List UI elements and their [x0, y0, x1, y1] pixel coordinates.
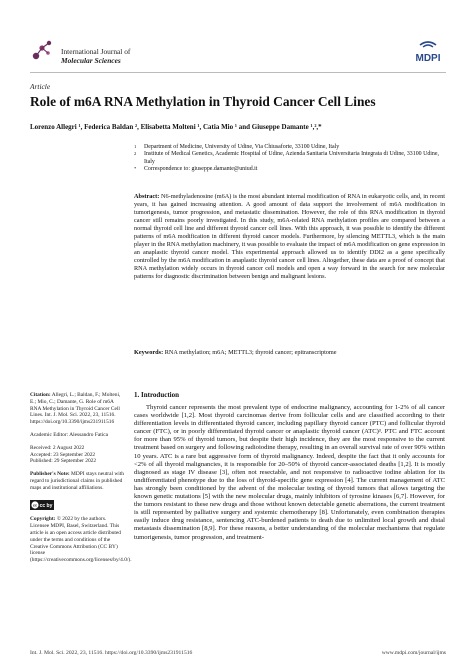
footer-journal-url: www.mdpi.com/journal/ijms	[381, 650, 446, 656]
citation-text: Allegri, L.; Baldan, F.; Molteni, E.; Mio, C.; Damante, G. Role of m6A RNA Methylation in Thyroid Cancer Cell Lines. Int. J. Mol. Sci. 2022, 23, 11516. https://doi.org/10.3390/ijms231911516	[30, 392, 121, 426]
keywords	[134, 349, 445, 357]
date-published: Published: 29 September 2022	[30, 458, 97, 465]
sidebar	[30, 392, 132, 570]
date-accepted: Accepted: 23 September 2022	[30, 451, 96, 458]
affiliation-1-mark: 1	[134, 144, 137, 149]
footer-citation: Int. J. Mol. Sci. 2022, 23, 11516. https://doi.org/10.3390/ijms231911516	[30, 650, 193, 656]
copyright-text: © 2022 by the authors. Licensee MDPI, Basel, Switzerland. This article is an open access article distributed under the terms and conditions of the Creative Commons Attribution (CC BY) license (https://creativecommons.org/licenses/by/4.0/).	[30, 516, 132, 564]
mdpi-logo-text: MDPI	[415, 53, 441, 64]
publisher-note	[30, 471, 125, 491]
correspondence	[134, 166, 444, 173]
date-received: Received: 2 August 2022	[30, 444, 85, 451]
correspondence-mark: *	[134, 166, 137, 172]
affiliation-2	[134, 151, 444, 166]
article-title: Role of m6A RNA Methylation in Thyroid Cancer Cell Lines	[30, 94, 376, 109]
journal-name	[61, 47, 130, 65]
license-badge-text: cc by	[39, 502, 53, 509]
publisher-note-text: MDPI stays neutral with regard to jurisdictional claims in published maps and institutional affiliations.	[30, 471, 124, 491]
article-type: Article	[30, 82, 51, 91]
affiliation-1-text: Department of Medicine, University of Udine, Via Chiusaforte, 33100 Udine, Italy	[144, 144, 340, 150]
cc-by-license-icon	[30, 500, 54, 510]
mdpi-logo	[410, 40, 446, 65]
affiliation-2-text: Institute of Medical Genetics, Academic Hospital of Udine, Azienda Sanitaria Universitaria Integrata di Udine, 33100 Udine, Italy	[144, 151, 439, 165]
citation	[30, 392, 125, 426]
section-heading-introduction: 1. Introduction	[134, 391, 179, 399]
publisher-note-label: Publisher's Note:	[30, 471, 70, 478]
academic-editor: Academic Editor: Alessandro Fatica	[30, 431, 108, 438]
citation-label: Citation:	[30, 392, 51, 398]
introduction-body	[134, 404, 445, 542]
abstract-label: Abstract:	[134, 193, 160, 200]
affiliation-2-mark: 2	[134, 151, 137, 157]
abstract-text: N6-methyladenosine (m6A) is the most abundant internal modification of RNA in eukaryotic cells, and, in recent years, it has gained increasing attention. A good amount of data support the involvement of m6A modification in tumorigenesis, tumor progression, and metastatic dissemination. However, the role of this RNA modification in thyroid cancer still remains poorly investigated. In this study, m6A-related RNA methylation profiles are compared between a normal thyroid cell line and different thyroid cancer cell lines. With this approach, it was possible to identify the different patterns of m6A modification in different thyroid cancer models. Furthermore, by silencing METTL3, which is the main player in the RNA methylation machinery, it was possible to evaluate the impact of m6A modification on gene expression in an anaplastic thyroid cancer model. This experimental approach allowed us to identify DDI2 as a gene specifically controlled by the m6A modification in anaplastic thyroid cancer cell lines. Altogether, these data are a proof of concept that RNA methylation widely occurs in thyroid cancer cell models and open a way forward in the search for new molecular patterns for diagnostic discrimination between benign and malignant lesions.	[134, 193, 445, 281]
copyright	[30, 516, 132, 564]
journal-name-line2: Molecular Sciences	[61, 56, 121, 65]
svg-text:cc: cc	[33, 503, 37, 508]
keywords-text: RNA methylation; m6A; METTL3; thyroid cancer; epitranscriptome	[164, 349, 337, 356]
affiliations	[134, 144, 444, 174]
copyright-label: Copyright:	[30, 516, 56, 523]
journal-logo-icon	[30, 38, 54, 62]
header-divider	[30, 72, 446, 73]
abstract	[134, 193, 445, 282]
journal-name-line1: International Journal of	[61, 47, 131, 56]
introduction-paragraph: Thyroid cancer represents the most prevalent type of endocrine malignancy, accounting for 1-2% of all cancer cases worldwide [1,2]. Most thyroid carcinomas derive from follicular cells and are classified according to their differentiation levels in differentiated thyroid cancer, including papillary thyroid cancer (PTC) and follicular thyroid cancer (FTC), or in poorly differentiated thyroid cancer or anaplastic thyroid cancer (ATC)³. PTC and FTC account for more than 95% of thyroid tumors, but despite their high incidence, they are the most responsive to the current treatment based on surgery and following radioiodine therapy, resulting in an overall survival rate of over 90% within 10 years. ATC is a rare but aggressive form of thyroid malignancy. Indeed, despite the fact that it only accounts for <2% of all thyroid malignancies, it is responsible for 20–50% of thyroid cancer-associated deaths [1,2]. It is mostly diagnosed as stage IV disease [3], often not resectable, and not responsive to radioactive iodine ablation for its undifferentiated phenotype due to the loss of thyroid-specific gene expression [4]. The current management of ATC has strongly been conditioned by the advent of the molecular testing of thyroid tumors that allows targeting the known genetic mutations [5] with the new molecular drugs, mainly inhibitors of tyrosine kinases [6,7]. However, for the tumors resistant to these new drugs and those without known detectable genetic aberrations, the current treatment is still represented by palliative surgery and systemic chemotherapy [8]. Unfortunately, even combination therapies easily induce drug resistance, sentencing ATC-burdened patients to death due to unlimited local growth and distal metastasis dissemination [8,9]. For these reasons, a better understanding of the molecular mechanisms that regulate tumorigenesis, tumor progression, and treatment-	[134, 404, 445, 541]
correspondence-text: Correspondence to: giuseppe.damante@uniud.it	[144, 166, 258, 173]
keywords-label: Keywords:	[134, 349, 164, 356]
author-list: Lorenzo Allegri ¹, Federica Baldan ², Elisabetta Molteni ¹, Catia Mio ¹ and Giuseppe Damante ¹,²,*	[30, 123, 322, 131]
